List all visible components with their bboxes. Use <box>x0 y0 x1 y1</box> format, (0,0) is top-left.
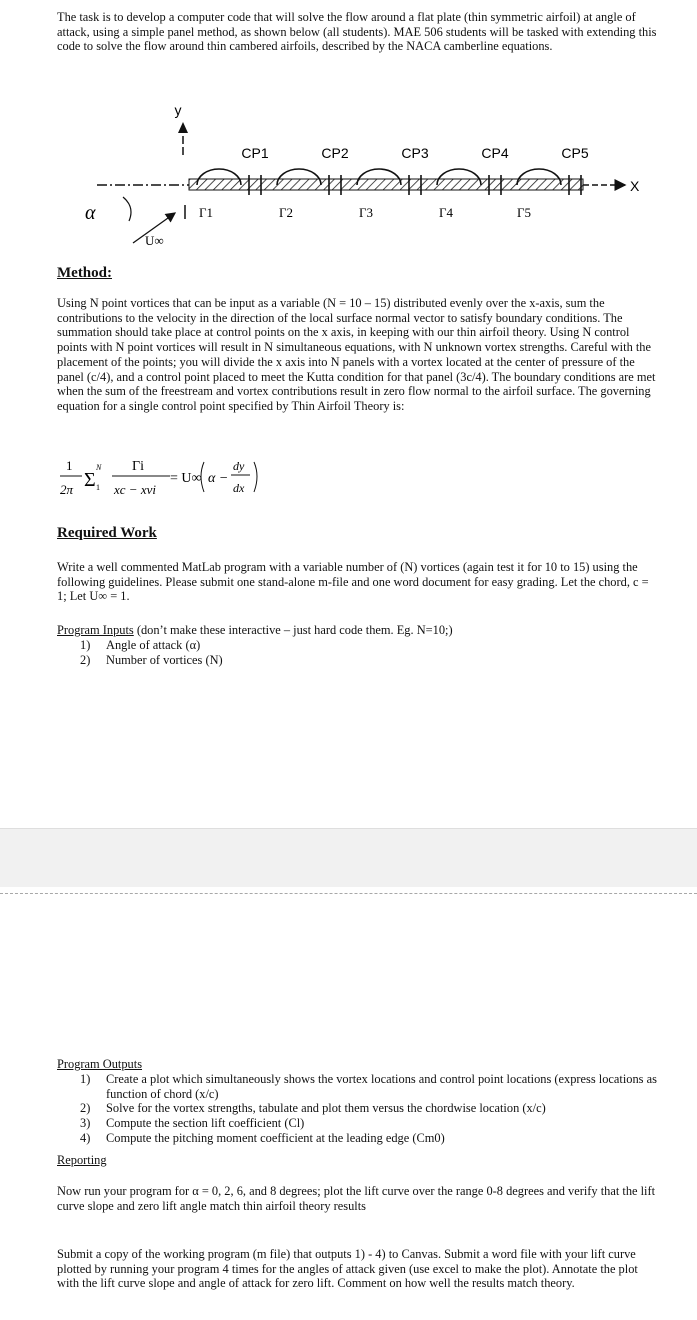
eq-sum-bottom: 1 <box>96 483 100 492</box>
eq-gamma: Γi <box>132 459 144 474</box>
list-item: 2) Solve for the vortex strengths, tabulate and plot them versus the chordwise location (x/c) <box>80 1101 546 1116</box>
list-item: 2) Number of vortices (N) <box>80 652 223 667</box>
eq-rhs-u: = U∞ <box>170 471 202 486</box>
program-inputs-line <box>57 623 657 638</box>
list-item: 1) Angle of attack (α) <box>80 638 201 652</box>
page-break-divider <box>0 893 697 894</box>
vortex-label: Γ2 <box>279 205 294 220</box>
governing-equation <box>58 456 298 506</box>
alpha-arc <box>123 197 131 221</box>
reporting-paragraph-2: Submit a copy of the working program (m file) that outputs 1) - 4) to Canvas. Submit a word file with your lift curve plotted by running your program 4 times for the angles of attack given (use excel to make the plot). Annotate the plot with the lift curve slope and angle of attack for zero lift. Comment on how well the results match theory. <box>57 1247 638 1291</box>
program-inputs-note: (don’t make these interactive – just hard code them. Eg. N=10;) <box>133 623 453 637</box>
eq-denominator: xc − xvi <box>114 482 156 497</box>
program-outputs-heading: Program Outputs <box>57 1057 143 1071</box>
flat-plate-vortex-diagram <box>85 97 645 257</box>
vortex-label: Γ1 <box>199 205 214 220</box>
eq-dx: dx <box>233 481 245 495</box>
cp-label: CP1 <box>241 145 269 161</box>
reporting-heading: Reporting <box>57 1153 107 1167</box>
required-work-paragraph: Write a well commented MatLab program with a variable number of (N) vortices (again test it for 10 to 15) using the following guidelines. Please submit one stand-alone m-file and one word document for easy grading. Let the chord, c = 1; Let U∞ = 1. <box>57 560 649 604</box>
alpha-label: α <box>85 202 96 224</box>
freestream-label: U∞ <box>145 233 164 248</box>
method-heading: Method: <box>57 265 112 281</box>
list-item: 3) Compute the section lift coefficient (Cl) <box>80 1116 305 1131</box>
vortex-label: Γ4 <box>439 205 454 220</box>
vortex-label: Γ3 <box>359 205 374 220</box>
method-paragraph: Using N point vortices that can be input as a variable (N = 10 – 15) distributed evenly over the x-axis, sum the contributions to the velocity in the direction of the local surface normal vector to satisfy boundary conditions. The summation should take place at control points on the x axis, in keeping with our thin airfoil theory. Using N control points with N point vortices will result in N simultaneous equations, with N unknown vortex strengths. Careful with the placement of the points; you will divide the x axis into N panels with a vortex located at the center of pressure of the panel (c/4), and a control point placed to meet the Kutta condition for that panel (3c/4). The boundary conditions are met when the sum of the freestream and vortex contributions result in zero flow normal to the airfoil surface. The governing equation for a single control point specified by Thin Airfoil Theory is: <box>57 296 656 413</box>
list-item: 1) Create a plot which simultaneously shows the vortex locations and control point locations (express locations as function of chord (x/c) <box>80 1072 657 1101</box>
eq-alpha: α − <box>208 471 229 486</box>
eq-dy: dy <box>233 459 245 473</box>
list-item: 4) Compute the pitching moment coefficient at the leading edge (Cm0) <box>80 1130 445 1145</box>
cp-label: CP2 <box>321 145 349 161</box>
eq-sum-top: N <box>96 463 102 472</box>
vortex-label: Γ5 <box>517 205 532 220</box>
reporting-paragraph-1: Now run your program for α = 0, 2, 6, and 8 degrees; plot the lift curve over the range 0-8 degrees and verify that the lift curve slope and zero lift angle match thin airfoil theory results <box>57 1184 656 1213</box>
program-outputs-list <box>80 1072 660 1146</box>
y-axis-label: y <box>174 102 182 118</box>
eq-two-pi: 2π <box>60 482 74 497</box>
eq-one: 1 <box>66 458 73 473</box>
x-axis-label: X <box>630 178 640 194</box>
required-work-heading: Required Work <box>57 525 157 541</box>
page-break-band <box>0 828 697 887</box>
flat-plate <box>189 179 583 190</box>
cp-label: CP3 <box>401 145 429 161</box>
cp-label: CP5 <box>561 145 589 161</box>
cp-label: CP4 <box>481 145 509 161</box>
program-inputs-heading: Program Inputs <box>57 623 134 637</box>
program-inputs-list <box>80 638 660 667</box>
intro-paragraph: The task is to develop a computer code that will solve the flow around a flat plate (thin symmetric airfoil) at angle of attack, using a simple panel method, as shown below (all students). MAE 506 students will be tasked with extending this code to solve the flow around thin cambered airfoils, described by the NACA camberline equations. <box>57 10 657 54</box>
eq-sigma: Σ <box>84 469 96 491</box>
y-axis-arrowhead <box>178 122 188 133</box>
